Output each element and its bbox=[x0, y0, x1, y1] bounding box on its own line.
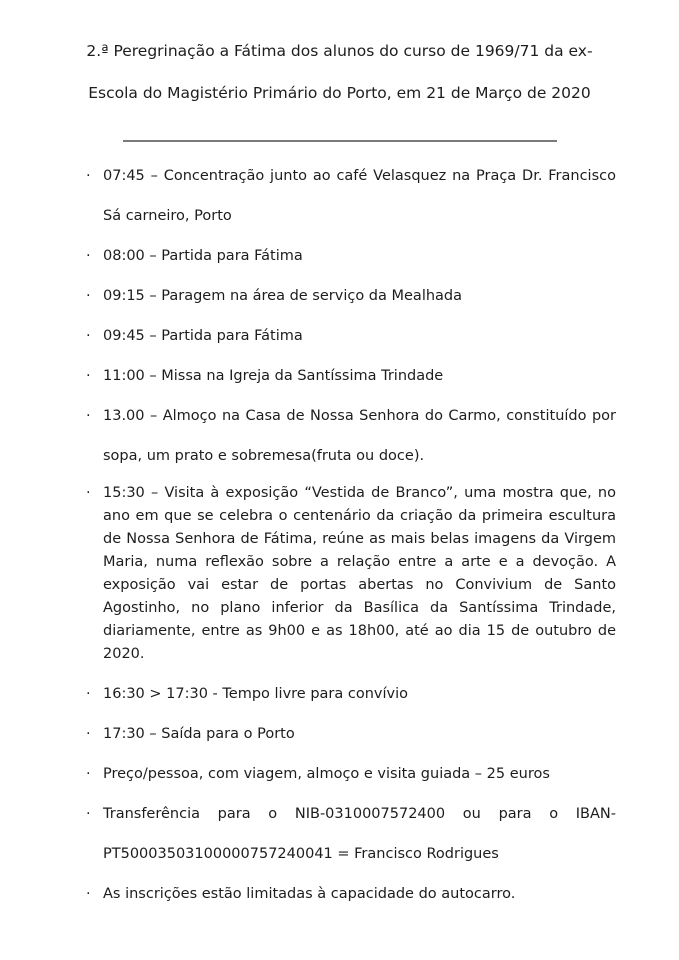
title-line-1: 2.ª Peregrinação a Fátima dos alunos do curso de 1969/71 da ex- bbox=[86, 42, 593, 60]
itinerary-item bbox=[86, 482, 616, 666]
itinerary-item-text: 15:30 – Visita à exposição “Vestida de Branco”, uma mostra que, no ano em que se celebra o centenário da criação da primeira escultura de Nossa Senhora de Fátima, reúne as mais belas imagens da Virgem Maria, numa reflexão sobre a relação entre a arte e a devoção. A exposição vai estar de portas abertas no Convivium de Santo Agostinho, no plano inferior da Basílica da Santíssima Trindade, diariamente, entre as 9h00 e as 18h00, até ao dia 15 de outubro de 2020. bbox=[103, 485, 616, 662]
itinerary-item-text: Preço/pessoa, com viagem, almoço e visita guiada – 25 euros bbox=[103, 766, 550, 782]
bullet-icon: · bbox=[86, 288, 91, 304]
bullet-icon: · bbox=[86, 806, 91, 822]
itinerary-item bbox=[86, 276, 616, 316]
bullet-icon: · bbox=[86, 686, 91, 702]
bullet-icon: · bbox=[86, 408, 91, 424]
itinerary-item-text: 09:15 – Paragem na área de serviço da Mealhada bbox=[103, 288, 463, 304]
itinerary-item bbox=[86, 714, 616, 754]
itinerary-item-text: 08:00 – Partida para Fátima bbox=[103, 248, 303, 264]
itinerary-item bbox=[86, 874, 616, 914]
bullet-icon: · bbox=[86, 726, 91, 742]
bullet-icon: · bbox=[86, 168, 91, 184]
divider-line bbox=[123, 140, 557, 142]
itinerary-item-text: 17:30 – Saída para o Porto bbox=[103, 726, 295, 742]
itinerary-item bbox=[86, 674, 616, 714]
itinerary-item bbox=[86, 396, 616, 476]
itinerary-item bbox=[86, 754, 616, 794]
document-title bbox=[0, 30, 679, 114]
bullet-icon: · bbox=[86, 328, 91, 344]
title-line-2: Escola do Magistério Primário do Porto, em 21 de Março de 2020 bbox=[88, 84, 591, 102]
bullet-icon: · bbox=[86, 368, 91, 384]
itinerary-item-text: As inscrições estão limitadas à capacidade do autocarro. bbox=[103, 886, 516, 902]
itinerary-item bbox=[86, 156, 616, 236]
bullet-icon: · bbox=[86, 248, 91, 264]
itinerary-item-text: 07:45 – Concentração junto ao café Velasquez na Praça Dr. Francisco Sá carneiro, Porto bbox=[103, 168, 616, 224]
itinerary-item-text: 16:30 > 17:30 - Tempo livre para convívio bbox=[103, 686, 408, 702]
itinerary-item-text: Transferência para o NIB-0310007572400 ou para o IBAN-PT50003503100000757240041 = Francisco Rodrigues bbox=[103, 806, 616, 862]
bullet-icon: · bbox=[86, 766, 91, 782]
bullet-icon: · bbox=[86, 485, 91, 501]
itinerary-item bbox=[86, 236, 616, 276]
itinerary-item-text: 09:45 – Partida para Fátima bbox=[103, 328, 303, 344]
itinerary-item bbox=[86, 794, 616, 874]
itinerary-item-text: 11:00 – Missa na Igreja da Santíssima Trindade bbox=[103, 368, 444, 384]
itinerary-item bbox=[86, 356, 616, 396]
itinerary-item bbox=[86, 316, 616, 356]
itinerary-item-text: 13.00 – Almoço na Casa de Nossa Senhora do Carmo, constituído por sopa, um prato e sobremesa(fruta ou doce). bbox=[103, 408, 616, 464]
bullet-icon: · bbox=[86, 886, 91, 902]
itinerary-list bbox=[86, 156, 616, 914]
